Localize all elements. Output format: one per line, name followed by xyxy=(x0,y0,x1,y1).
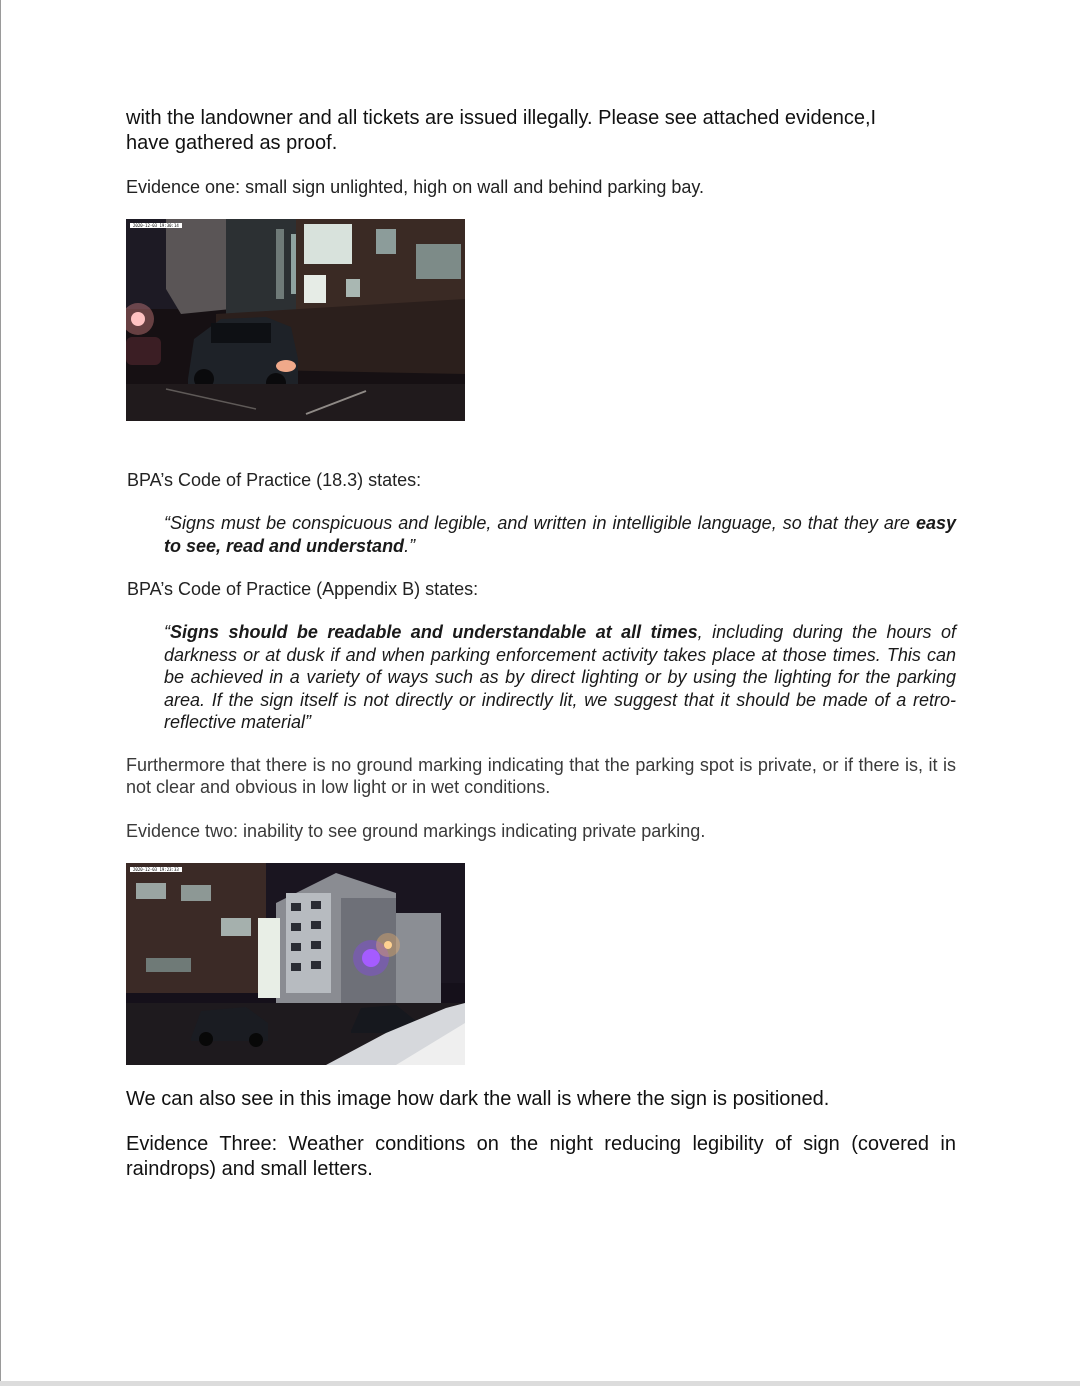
bpa-18-3-quote xyxy=(164,512,956,557)
bpa-18-3-quote-emphasis: easy to see, read and understand xyxy=(164,513,956,556)
bpa-appendix-quote-text: , including during the hours of darkness or at dusk if and when parking enforcement activity takes place at those times. This can be achieved in a variety of ways such as by direct lighting or by using the lighting for the parking area. If the sign itself is not directly or indirectly lit, we suggest that it should be made of a retro-reflective material” xyxy=(164,622,956,732)
evidence-two-caption: Evidence two: inability to see ground markings indicating private parking. xyxy=(126,821,706,841)
intro-paragraph xyxy=(126,106,956,156)
evidence-two-photo xyxy=(126,863,465,1065)
intro-line-2: have gathered as proof. xyxy=(126,132,338,154)
evidence-one-photo xyxy=(126,219,465,421)
ground-marking-paragraph: Furthermore that there is no ground marking indicating that the parking spot is private, or if there is, it is not clear and obvious in low light or in wet conditions. xyxy=(126,755,956,797)
evidence-one-caption: Evidence one: small sign unlighted, high on wall and behind parking bay. xyxy=(126,177,705,197)
page-left-edge xyxy=(0,0,1,1386)
bpa-appendix-quote-emphasis: Signs should be readable and understandable at all times xyxy=(170,622,698,642)
bpa-appendix-quote-open: “ xyxy=(164,622,170,642)
evidence-three-paragraph: Evidence Three: Weather conditions on the night reducing legibility of sign (covered in raindrops) and small letters. xyxy=(126,1133,956,1180)
wall-dark-paragraph: We can also see in this image how dark the wall is where the sign is positioned. xyxy=(126,1088,830,1110)
photo-two-timestamp: 2020-12-03 19:23:33 xyxy=(130,867,182,872)
photo-one-timestamp: 2020-12-03 19:30:14 xyxy=(130,223,182,228)
bpa-18-3-quote-close: .” xyxy=(404,535,416,556)
bpa-18-3-quote-text: “Signs must be conspicuous and legible, and written in intelligible language, so that they are xyxy=(164,513,910,533)
bpa-appendix-quote xyxy=(164,621,956,734)
bpa-18-3-heading: BPA’s Code of Practice (18.3) states: xyxy=(127,470,422,490)
bpa-appendix-heading: BPA’s Code of Practice (Appendix B) states: xyxy=(127,579,479,599)
intro-line-1: with the landowner and all tickets are issued illegally. Please see attached evidence,I xyxy=(126,107,877,129)
page-bottom-edge xyxy=(0,1381,1080,1386)
